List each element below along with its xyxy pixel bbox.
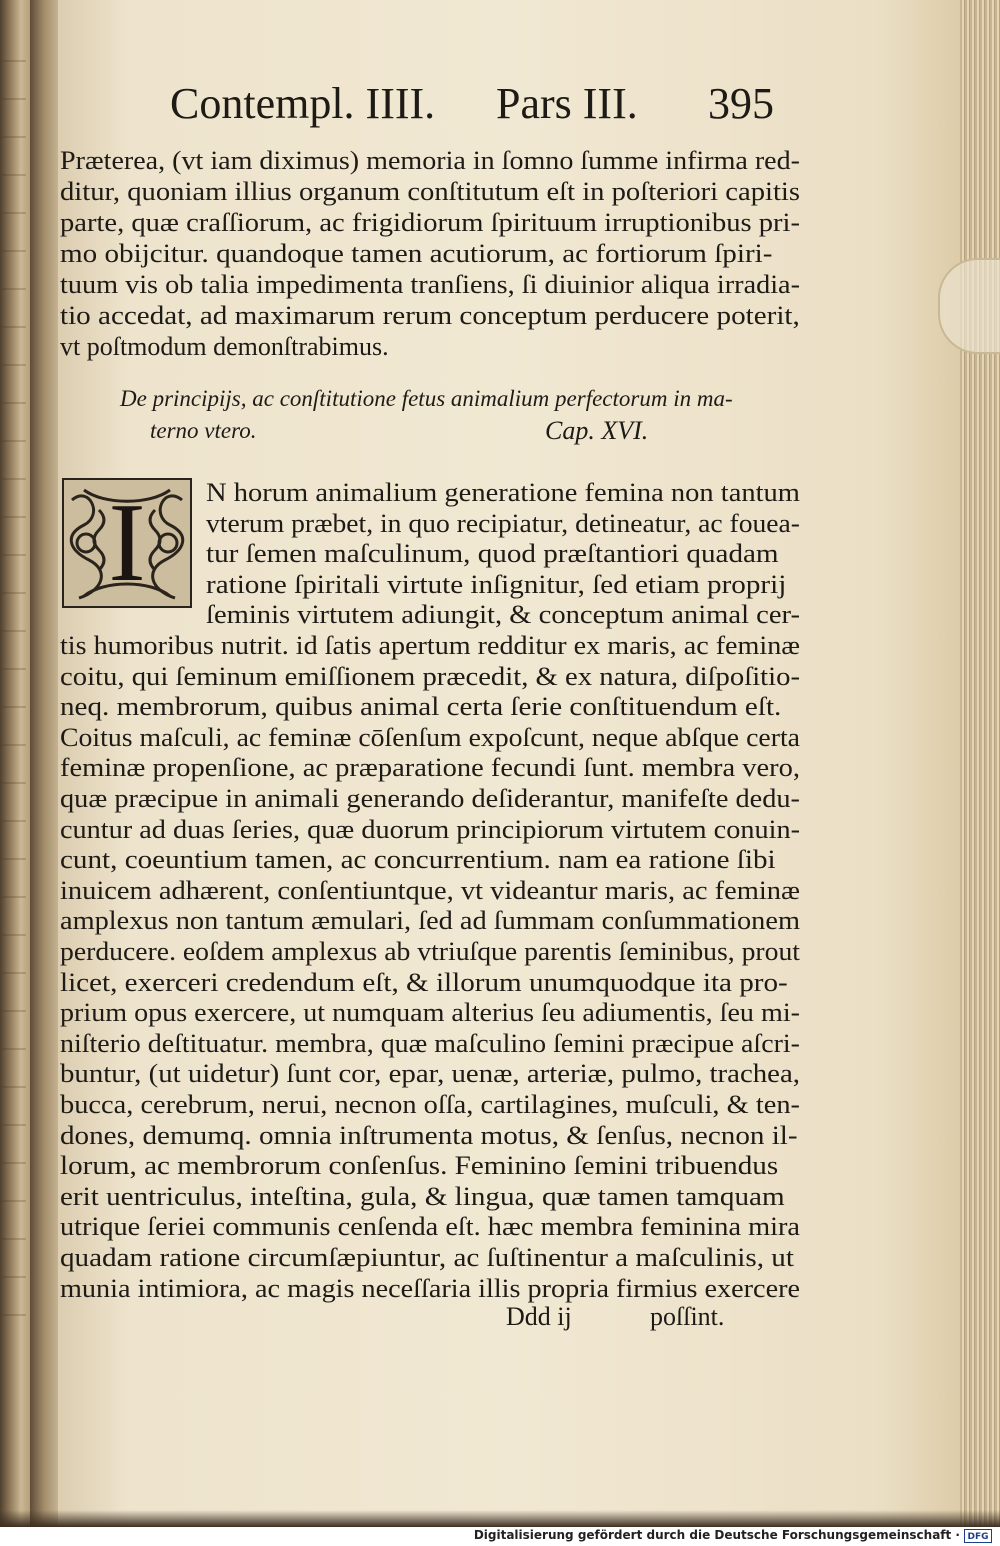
text-line: munia intimiora, ac magis neceſſaria illis propria firmius exercere — [60, 1273, 800, 1303]
text-line: prium opus exercere, ut numquam alterius ſeu adiumentis, ſeu mi- — [60, 998, 800, 1028]
funding-credit: Digitalisierung gefördert durch die Deutsche Forschungsgemeinschaft · — [473, 1528, 960, 1542]
dfg-logo: DFG — [964, 1529, 992, 1543]
text-line: quæ præcipue in animali generando deſiderantur, manifeſte dedu- — [60, 784, 800, 813]
text-line: tuum vis ob talia impedimenta tranſiens, ſi diuinior aliqua irradia- — [60, 270, 800, 299]
catchword: poſſint. — [650, 1302, 725, 1331]
text-line: vterum præbet, in quo recipiatur, detineatur, ac fouea- — [206, 508, 800, 538]
initial-letter: I — [108, 481, 146, 605]
text-line: perducere. eoſdem amplexus ab vtriuſque parentis ſeminibus, prout — [60, 937, 800, 966]
text-line: licet, exerceri credendum eſt, & illorum unumquodque ita pro- — [60, 967, 788, 997]
text-line: cuntur ad duas ſeries, quæ duorum principiorum virtutem conuin- — [60, 814, 800, 844]
text-line: bucca, cerebrum, nerui, necnon oſſa, cartilagines, muſculi, & ten- — [60, 1090, 800, 1119]
chapter-heading-line-1: De principijs, ac conſtitutione fetus animalium perfectorum in ma- — [120, 386, 733, 411]
text-line: vt poſtmodum demonſtrabimus. — [60, 332, 389, 361]
decorated-initial — [62, 478, 192, 608]
page-tab-marker — [938, 258, 1000, 354]
chapter-number: Cap. XVI. — [545, 416, 649, 445]
signature-mark: Ddd ij — [506, 1302, 572, 1331]
running-head — [170, 78, 810, 138]
text-line: tio accedat, ad maximarum rerum conceptum perducere poterit, — [60, 301, 800, 330]
text-line: quadam ratione circumſæpiuntur, ac ſuſtinentur a maſculinis, ut — [60, 1243, 794, 1272]
text-line: lorum, ac membrorum conſenſus. Feminino ſemini tribuendus — [60, 1151, 779, 1181]
chapter-heading — [120, 386, 800, 456]
text-line: feminæ propenſione, ac præparatione fecundi ſunt. membra vero, — [60, 753, 800, 783]
text-line: neq. membrorum, quibus animal certa ſerie conſtituendum eſt. — [60, 692, 782, 722]
text-line: buntur, (ut uidetur) ſunt cor, epar, uenæ, arteriæ, pulmo, trachea, — [60, 1059, 800, 1089]
text-line: mo obijcitur. quandoque tamen acutiorum, ac fortiorum ſpiri- — [60, 239, 773, 268]
paragraph-continued — [60, 146, 800, 366]
text-line: inuicem adhærent, conſentiuntque, vt videantur maris, ac feminæ — [60, 875, 800, 905]
text-line: N horum animalium generatione femina non tantum — [206, 478, 800, 507]
text-line: ſeminis virtutem adiungit, & conceptum animal cer- — [206, 600, 800, 630]
text-line: tis humoribus nutrit. id ſatis apertum redditur ex maris, ac feminæ — [60, 631, 800, 660]
text-line: cunt, coeuntium tamen, ac concurrentium. nam ea ratione ſibi — [60, 845, 776, 875]
chapter-heading-line-2: terno vtero. — [150, 418, 257, 443]
scan-bottom-shadow — [0, 1510, 1000, 1527]
text-line: ditur, quoniam illius organum conſtitutum eſt in poſteriori capitis — [60, 177, 801, 206]
digitization-footer — [0, 1527, 1000, 1546]
text-line: parte, quæ craſſiorum, ac frigidiorum ſpirituum irruptionibus pri- — [60, 208, 800, 237]
text-line: utrique ſeriei communis cenſenda eſt. hæc membra feminina mira — [60, 1212, 800, 1242]
text-line: tur ſemen maſculinum, quod præſtantiori quadam — [206, 539, 779, 569]
text-line: dones, demumq. omnia inſtrumenta motus, & ſenſus, necnon il- — [60, 1120, 798, 1150]
facing-page-text-shadow — [2, 60, 26, 1320]
folio-number: 395 — [708, 79, 774, 128]
running-head-part: Pars III. — [496, 79, 638, 128]
text-line: coitu, qui ſeminum emiſſionem præcedit, & ex natura, diſpoſitio- — [60, 661, 800, 691]
text-line: ratione ſpiritali virtute inſignitur, ſed etiam proprij — [206, 569, 787, 599]
page-fore-edge — [960, 0, 1000, 1527]
text-line: erit uentriculus, inteſtina, gula, & lingua, quæ tamen tamquam — [60, 1181, 785, 1211]
facing-page-edge — [0, 0, 30, 1527]
text-line: Præterea, (vt iam diximus) memoria in ſomno ſumme infirma red- — [60, 146, 800, 175]
catchline — [60, 1302, 800, 1332]
running-head-title: Contempl. IIII. — [170, 79, 436, 128]
text-line: niſterio deſtituatur. membra, quæ maſculino ſemini præcipue aſcri- — [60, 1028, 801, 1058]
text-line: amplexus non tantum æmulari, ſed ad ſummam conſummationem — [60, 906, 800, 936]
text-line: Coitus maſculi, ac feminæ cōſenſum expoſcunt, neque abſque certa — [60, 722, 800, 752]
